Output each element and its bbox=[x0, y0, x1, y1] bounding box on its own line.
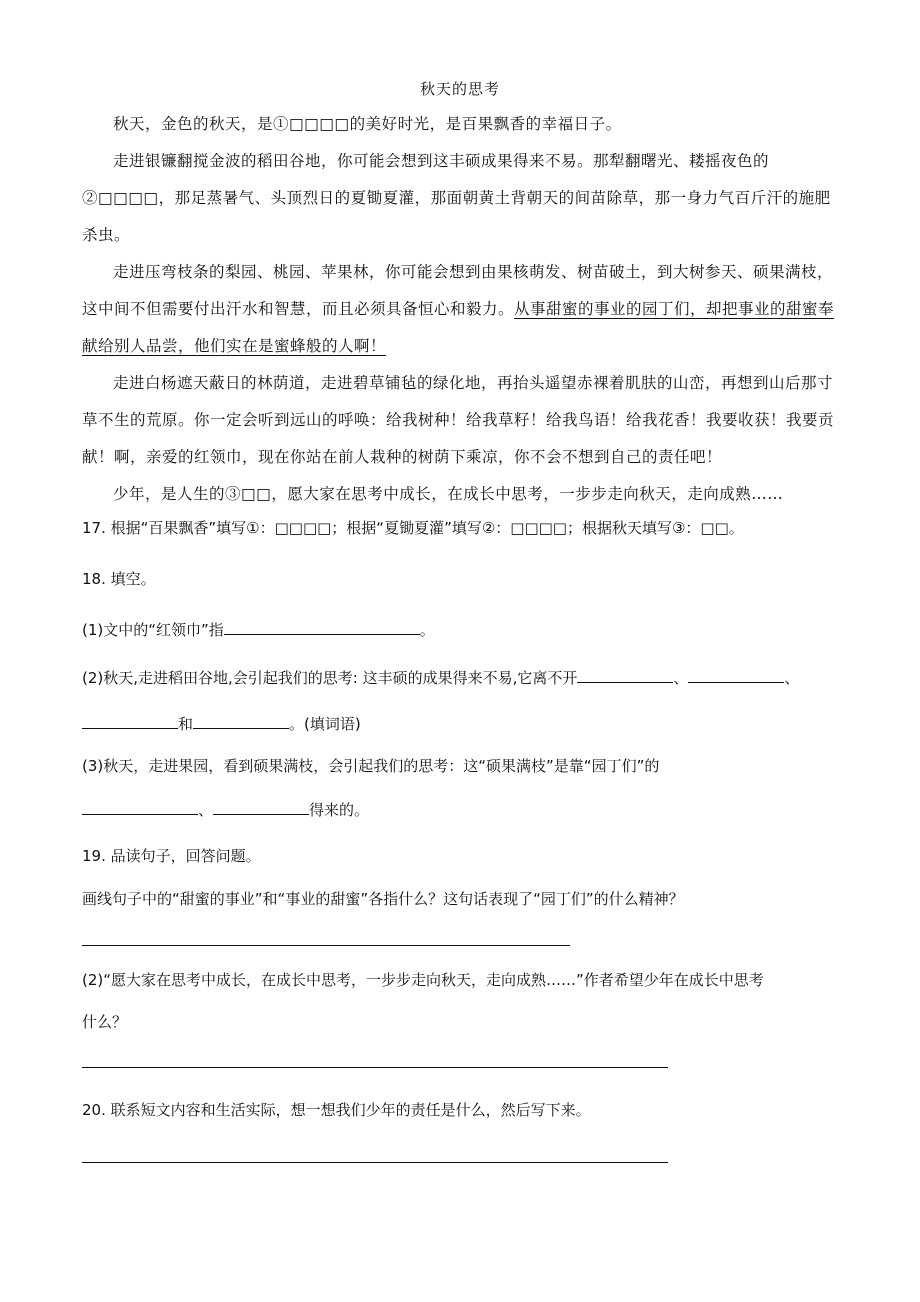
passage-body bbox=[82, 106, 842, 513]
question-18-2-text: (2)秋天,走进稻田谷地,会引起我们的思考: 这丰硕的成果得来不易,它离不开 bbox=[82, 669, 578, 687]
passage-title: 秋天的思考 bbox=[419, 80, 500, 98]
answer-line[interactable] bbox=[82, 944, 570, 946]
question-18-1-end: 。 bbox=[419, 621, 435, 639]
paragraph-2: 走进银镰翻搅金波的稻田谷地，你可能会想到这丰硕成果得来不易。那犁翻曙光、耧摇夜色的②□□□□，那足蒸暑气、头顶烈日的夏锄夏灌，那面朝黄土背朝天的间苗除草，那一身力气百斤汗的施肥杀虫。 bbox=[82, 152, 831, 244]
answer-blank[interactable] bbox=[82, 798, 198, 815]
question-17: 17. 根据“百果飘香”填写①：□□□□；根据“夏锄夏灌”填写②：□□□□；根据秋天填写③：□□。 bbox=[82, 519, 744, 537]
question-18-1-text: (1)文中的“红领巾”指 bbox=[82, 621, 224, 639]
question-18-3-end: 得来的。 bbox=[309, 801, 370, 819]
answer-line[interactable] bbox=[82, 1066, 668, 1068]
question-18-3-cont bbox=[82, 798, 842, 821]
answer-blank[interactable] bbox=[688, 666, 784, 683]
question-18-2 bbox=[82, 666, 842, 689]
answer-blank[interactable] bbox=[193, 712, 289, 729]
question-19-2-cont: 什么？ bbox=[82, 1013, 128, 1031]
separator: 、 bbox=[673, 669, 689, 687]
question-19-1: 画线句子中的“甜蜜的事业”和“事业的甜蜜”各指什么？这句话表现了“园丁们”的什么精神？ bbox=[82, 890, 684, 908]
question-19: 19. 品读句子，回答问题。 bbox=[82, 847, 261, 865]
paragraph-5: 少年，是人生的③□□，愿大家在思考中成长，在成长中思考，一步步走向秋天，走向成熟…… bbox=[113, 485, 784, 503]
answer-blank[interactable] bbox=[577, 666, 673, 683]
question-18-1 bbox=[82, 618, 842, 641]
paragraph-4: 走进白杨遮天蔽日的林荫道，走进碧草铺毡的绿化地，再抬头遥望赤裸着肌肤的山峦，再想到山后那寸草不生的荒原。你一定会听到远山的呼唤：给我树种！给我草籽！给我鸟语！给我花香！我要收获！我要贡献！啊，亲爱的红领巾，现在你站在前人栽种的树荫下乘凉，你不会不想到自己的责任吧！ bbox=[82, 374, 835, 466]
paragraph-3-text: 走进压弯枝条的梨园、桃园、苹果林，你可能会想到由果核萌发、树苗破土，到大树参天、硕果满枝，这中间不但需要付出汗水和智慧，而且必须具备恒心和毅力。 bbox=[82, 263, 834, 318]
paragraph-3 bbox=[82, 254, 842, 365]
question-18: 18. 填空。 bbox=[82, 570, 156, 588]
conjunction: 和 bbox=[178, 715, 194, 733]
question-19-2: (2)“愿大家在思考中成长，在成长中思考，一步步走向秋天，走向成熟……”作者希望少年在成长中思考 bbox=[82, 971, 764, 989]
separator: 、 bbox=[784, 669, 800, 687]
paragraph-1: 秋天，金色的秋天，是①□□□□的美好时光，是百果飘香的幸福日子。 bbox=[113, 115, 622, 133]
underlined-sentence: 从事甜蜜的事业的园丁们，却把事业的甜蜜奉献给别人品尝，他们实在是蜜蜂般的人啊！ bbox=[82, 300, 835, 355]
separator: 、 bbox=[198, 801, 214, 819]
question-18-3: (3)秋天，走进果园，看到硕果满枝，会引起我们的思考：这“硕果满枝”是靠“园丁们”的 bbox=[82, 757, 660, 775]
question-18-2-end: 。(填词语) bbox=[289, 715, 361, 733]
question-20: 20. 联系短文内容和生活实际，想一想我们少年的责任是什么，然后写下来。 bbox=[82, 1101, 591, 1119]
question-18-2-cont bbox=[82, 712, 842, 735]
answer-blank[interactable] bbox=[213, 798, 309, 815]
answer-blank[interactable] bbox=[224, 618, 420, 635]
answer-blank[interactable] bbox=[82, 712, 178, 729]
answer-line[interactable] bbox=[82, 1161, 668, 1163]
